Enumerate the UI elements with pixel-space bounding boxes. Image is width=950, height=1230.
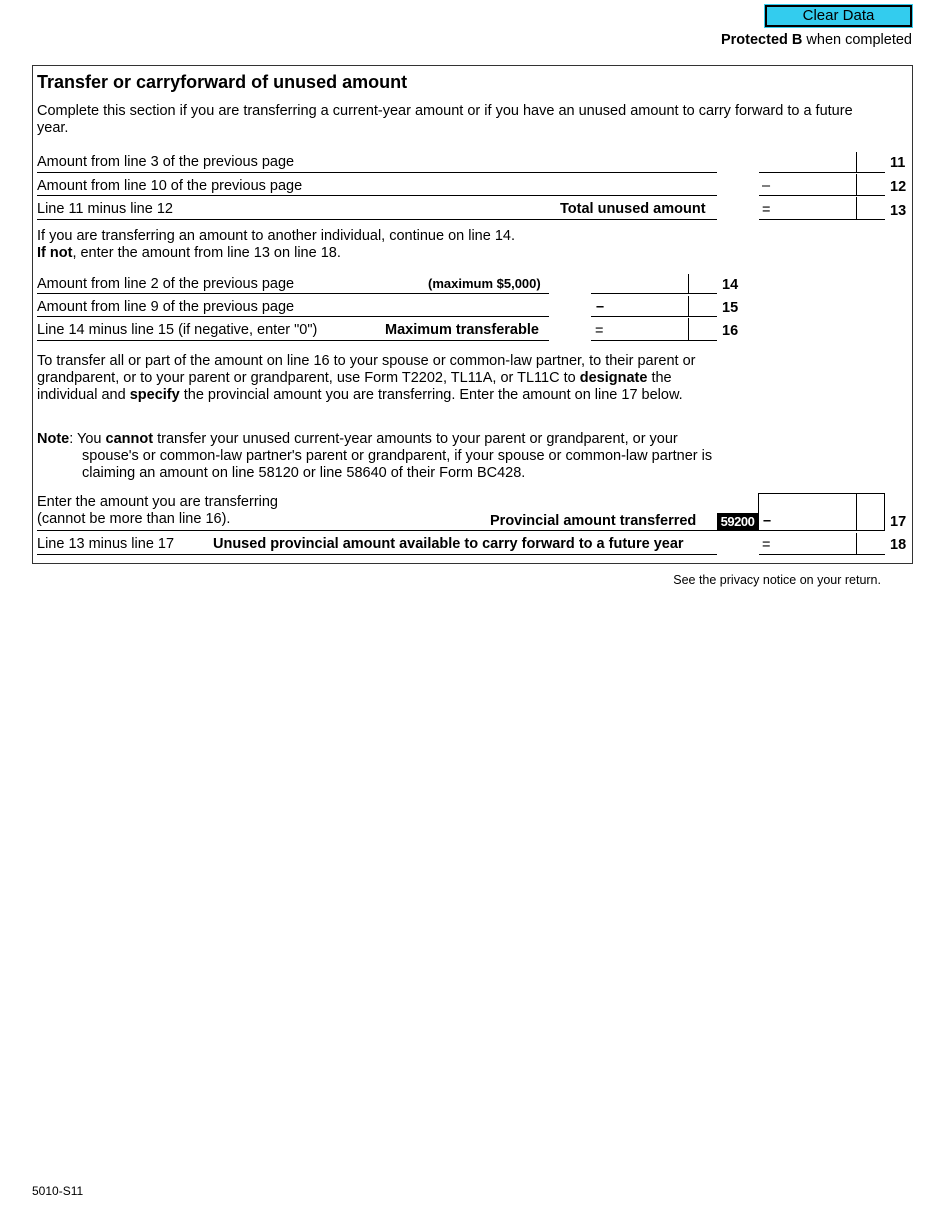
line-11-number: 11 [890, 155, 906, 171]
privacy-notice: See the privacy notice on your return. [673, 573, 881, 587]
line-14-field[interactable] [591, 274, 717, 294]
line-15-field[interactable] [591, 296, 717, 316]
line-13-label: Line 11 minus line 12 [37, 201, 173, 217]
line-17-label: Enter the amount you are transferring (cannot be more than line 16). [37, 494, 278, 527]
line-12-number: 12 [890, 179, 907, 195]
line-12-label: Amount from line 10 of the previous page [37, 178, 303, 194]
total-unused-amount-label: Total unused amount [560, 201, 706, 217]
line-16-field[interactable] [591, 318, 717, 340]
line-17-number: 17 [890, 514, 907, 530]
line-17-operator: – [763, 513, 772, 529]
maximum-transferable-label: Maximum transferable [385, 322, 539, 338]
line-13-field[interactable] [759, 197, 885, 219]
line-18-field[interactable] [759, 533, 885, 554]
section-intro: Complete this section if you are transferring a current-year amount or if you have an unused amount to carry forward to a future year. [37, 103, 853, 136]
protected-b-notice: Protected B when completed [720, 32, 912, 48]
line-15-operator: – [596, 299, 605, 315]
line-16-label: Line 14 minus line 15 (if negative, enter "0") [37, 322, 318, 338]
line-14-label: Amount from line 2 of the previous page [37, 276, 295, 292]
provincial-amount-transferred-label: Provincial amount transferred [490, 513, 697, 529]
section-title: Transfer or carryforward of unused amount [37, 72, 408, 92]
line-code-59200: 59200 [717, 513, 758, 530]
line-16-number: 16 [722, 323, 739, 339]
line-14-number: 14 [722, 277, 739, 293]
line-11-field[interactable] [759, 152, 885, 172]
line-12-field[interactable] [759, 174, 885, 195]
line-15-number: 15 [722, 300, 739, 316]
line-17-field[interactable] [758, 493, 885, 531]
line-18-label: Line 13 minus line 17 [37, 536, 175, 552]
unused-provincial-amount-label: Unused provincial amount available to carry forward to a future year [213, 536, 684, 552]
line-18-number: 18 [890, 537, 907, 553]
line-14-maximum: (maximum $5,000) [428, 276, 541, 291]
line-13-operator: = [762, 202, 771, 218]
form-code: 5010-S11 [32, 1184, 84, 1198]
transfer-instructions: To transfer all or part of the amount on line 16 to your spouse or common-law partner, to their parent or grandparent, or to your parent or grandparent, use Form T2202, TL11A, or TL11C to designate the individual and specify the provincial amount you are transferring. Enter the amount on line 17 below. [37, 353, 696, 403]
line-12-operator: – [762, 178, 771, 194]
line-16-operator: = [595, 323, 604, 339]
line-15-label: Amount from line 9 of the previous page [37, 299, 295, 315]
clear-data-button[interactable]: Clear Data [765, 5, 912, 27]
line-13-number: 13 [890, 203, 907, 219]
note-paragraph: Note: You cannot transfer your unused current-year amounts to your parent or grandparent, or your spouse's or common-law partner's parent or grandparent, if your spouse or common-law partner is claiming an amount on line 58120 or line 58640 of their Form BC428. [37, 431, 713, 481]
line-18-operator: = [762, 537, 771, 553]
continue-instruction: If you are transferring an amount to another individual, continue on line 14. If not, enter the amount from line 13 on line 18. [37, 228, 515, 261]
line-11-label: Amount from line 3 of the previous page [37, 154, 295, 170]
